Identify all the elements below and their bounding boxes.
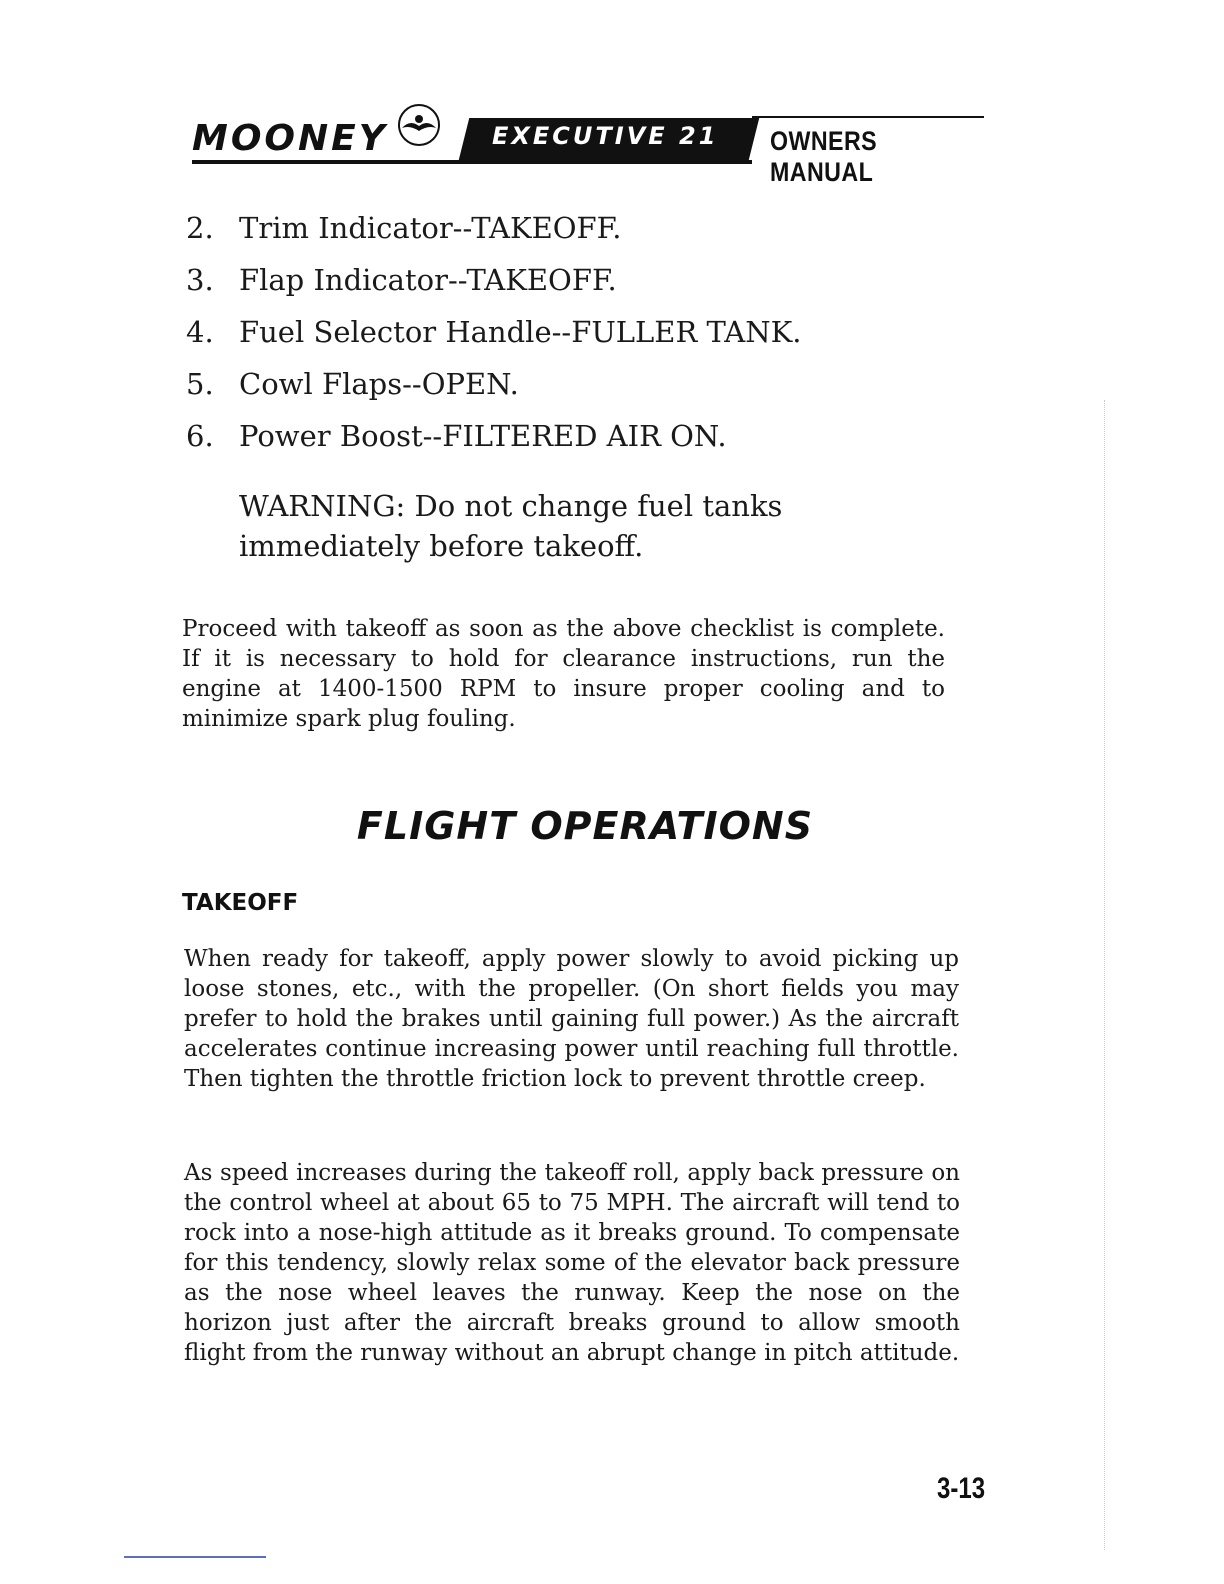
takeoff-paragraph-1: When ready for takeoff, apply power slowly to avoid picking up loose stones, etc., with the propeller. (On short fields you may prefer to hold the brakes until gaining full power.) As the aircraft accelerates continue increasing power until reaching full throttle. Then tighten the throttle friction lock to prevent throttle creep. (184, 946, 959, 1092)
checklist-item (186, 310, 986, 362)
item-text: Power Boost--FILTERED AIR ON. (239, 419, 727, 453)
item-number: 2. (186, 211, 214, 245)
model-name: EXECUTIVE 21 (492, 122, 719, 150)
item-number: 4. (186, 315, 214, 349)
scan-edge-line (1104, 400, 1105, 1550)
item-text: Cowl Flaps--OPEN. (239, 367, 519, 401)
checklist-item (186, 362, 986, 414)
takeoff-paragraph-2: As speed increases during the takeoff roll, apply back pressure on the control wheel at about 65 to 75 MPH. The aircraft will tend to rock into a nose-high attitude as it breaks ground. To compensate for this tendency, slowly relax some of the elevator back pressure as the nose wheel leaves the runway. Keep the nose on the horizon just after the aircraft breaks ground to allow smooth flight from the runway without an abrupt change in pitch attitude. (184, 1160, 960, 1366)
page-number: 3-13 (937, 1472, 986, 1505)
item-number: 5. (186, 367, 214, 401)
fuel-warning: WARNING: Do not change fuel tanks immediately before takeoff. (239, 489, 783, 563)
checklist-item (186, 258, 986, 310)
checklist-item (186, 206, 986, 258)
checklist-item (186, 414, 986, 466)
section-title: FLIGHT OPERATIONS (356, 804, 814, 848)
header-rule (752, 116, 984, 118)
manual-label: OWNERS MANUAL (770, 126, 878, 187)
page-header (192, 100, 984, 187)
item-number: 3. (186, 263, 214, 297)
item-number: 6. (186, 419, 214, 453)
brand-name: MOONEY (192, 118, 388, 159)
subsection-title: TAKEOFF (182, 890, 299, 916)
item-text: Flap Indicator--TAKEOFF. (239, 263, 617, 297)
brand-underline (192, 160, 752, 164)
proceed-paragraph: Proceed with takeoff as soon as the above checklist is complete. If it is necessary to hold for clearance instructions, run the engine at 1400-1500 RPM to insure proper cooling and to minimize spark plug fouling. (182, 616, 945, 732)
takeoff-checklist (186, 206, 986, 466)
footer-rule (124, 1556, 266, 1558)
winged-emblem-icon (396, 102, 442, 148)
item-text: Fuel Selector Handle--FULLER TANK. (239, 315, 802, 349)
item-text: Trim Indicator--TAKEOFF. (239, 211, 622, 245)
